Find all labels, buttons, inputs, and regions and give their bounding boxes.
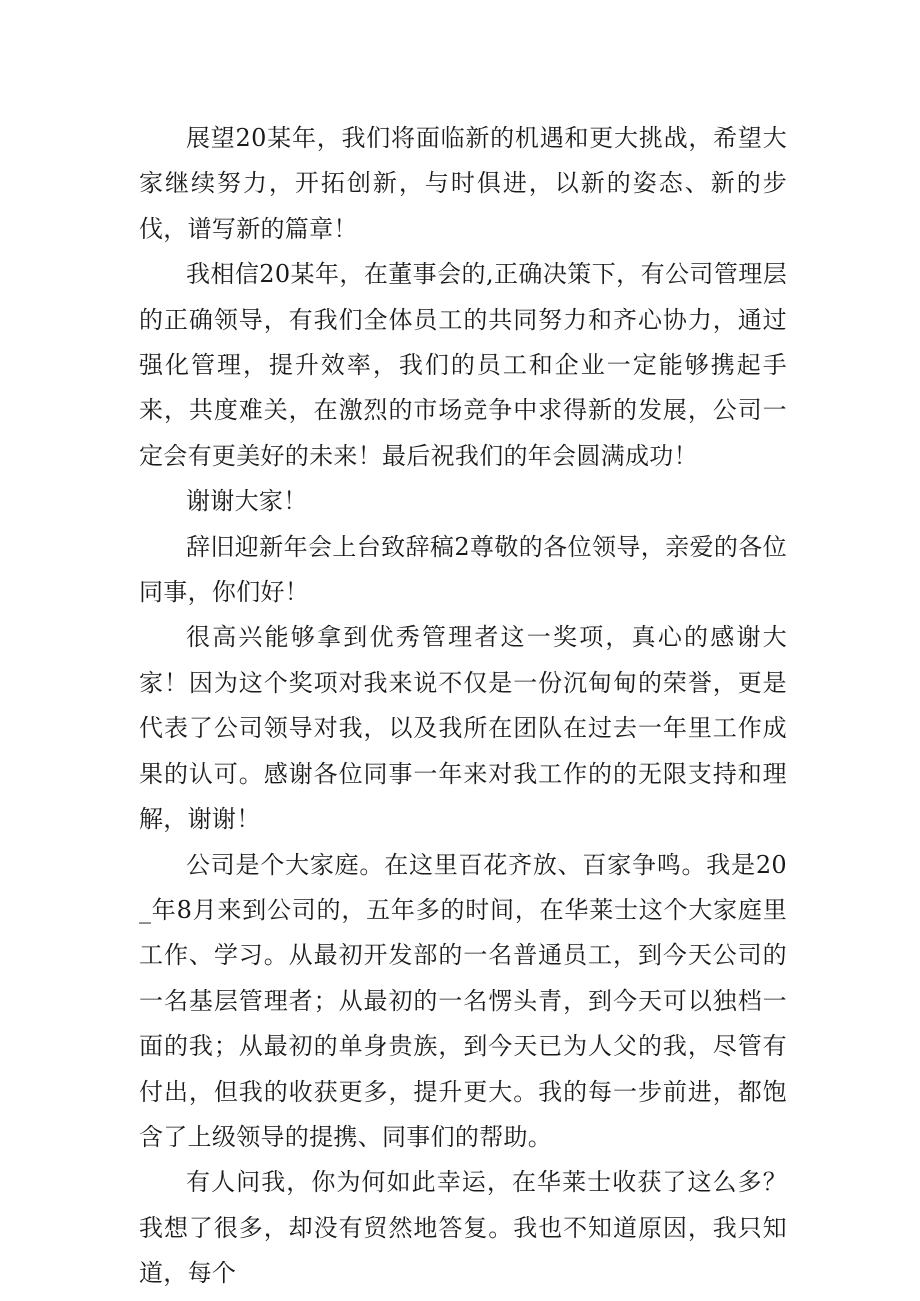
paragraph-company-family: 公司是个大家庭。在这里百花齐放、百家争鸣。我是20_年8月来到公司的，五年多的时间，在华莱士这个大家庭里工作、学习。从最初开发部的一名普通员工，到今天公司的一名基层管理者；从最初的一名愣头青，到今天可以独档一面的我；从最初的单身贵族，到今天已为人父的我，尽管有付出，但我的收获更多，提升更大。我的每一步前进，都饱含了上级领导的提携、同事们的帮助。 (139, 850, 787, 1151)
paragraph-award: 很高兴能够拿到优秀管理者这一奖项，真心的感谢大家！因为这个奖项对我来说不仅是一份沉甸甸的荣誉，更是代表了公司领导对我，以及我所在团队在过去一年里工作成果的认可。感谢各位同事一年来对我工作的的无限支持和理解，谢谢！ (139, 623, 787, 834)
paragraph-thanks: 谢谢大家！ (186, 487, 308, 516)
document-body (139, 116, 787, 1297)
paragraph-greeting: 辞旧迎新年会上台致辞稿2尊敬的各位领导，亲爱的各位同事，你们好！ (139, 532, 787, 607)
paragraph-question: 有人问我，你为何如此幸运，在华莱士收获了这么多？我想了很多，却没有贸然地答复。我也不知道原因，我只知道，每个 (139, 1168, 787, 1288)
paragraph-belief: 我相信20某年，在董事会的,正确决策下，有公司管理层的正确领导，有我们全体员工的共同努力和齐心协力，通过强化管理，提升效率，我们的员工和企业一定能够携起手来，共度难关，在激烈的市场竞争中求得新的发展，公司一定会有更美好的未来！最后祝我们的年会圆满成功！ (139, 260, 787, 470)
paragraph-outlook: 展望20某年，我们将面临新的机遇和更大挑战，希望大家继续努力，开拓创新，与时俱进，以新的姿态、新的步伐，谱写新的篇章！ (139, 124, 787, 243)
